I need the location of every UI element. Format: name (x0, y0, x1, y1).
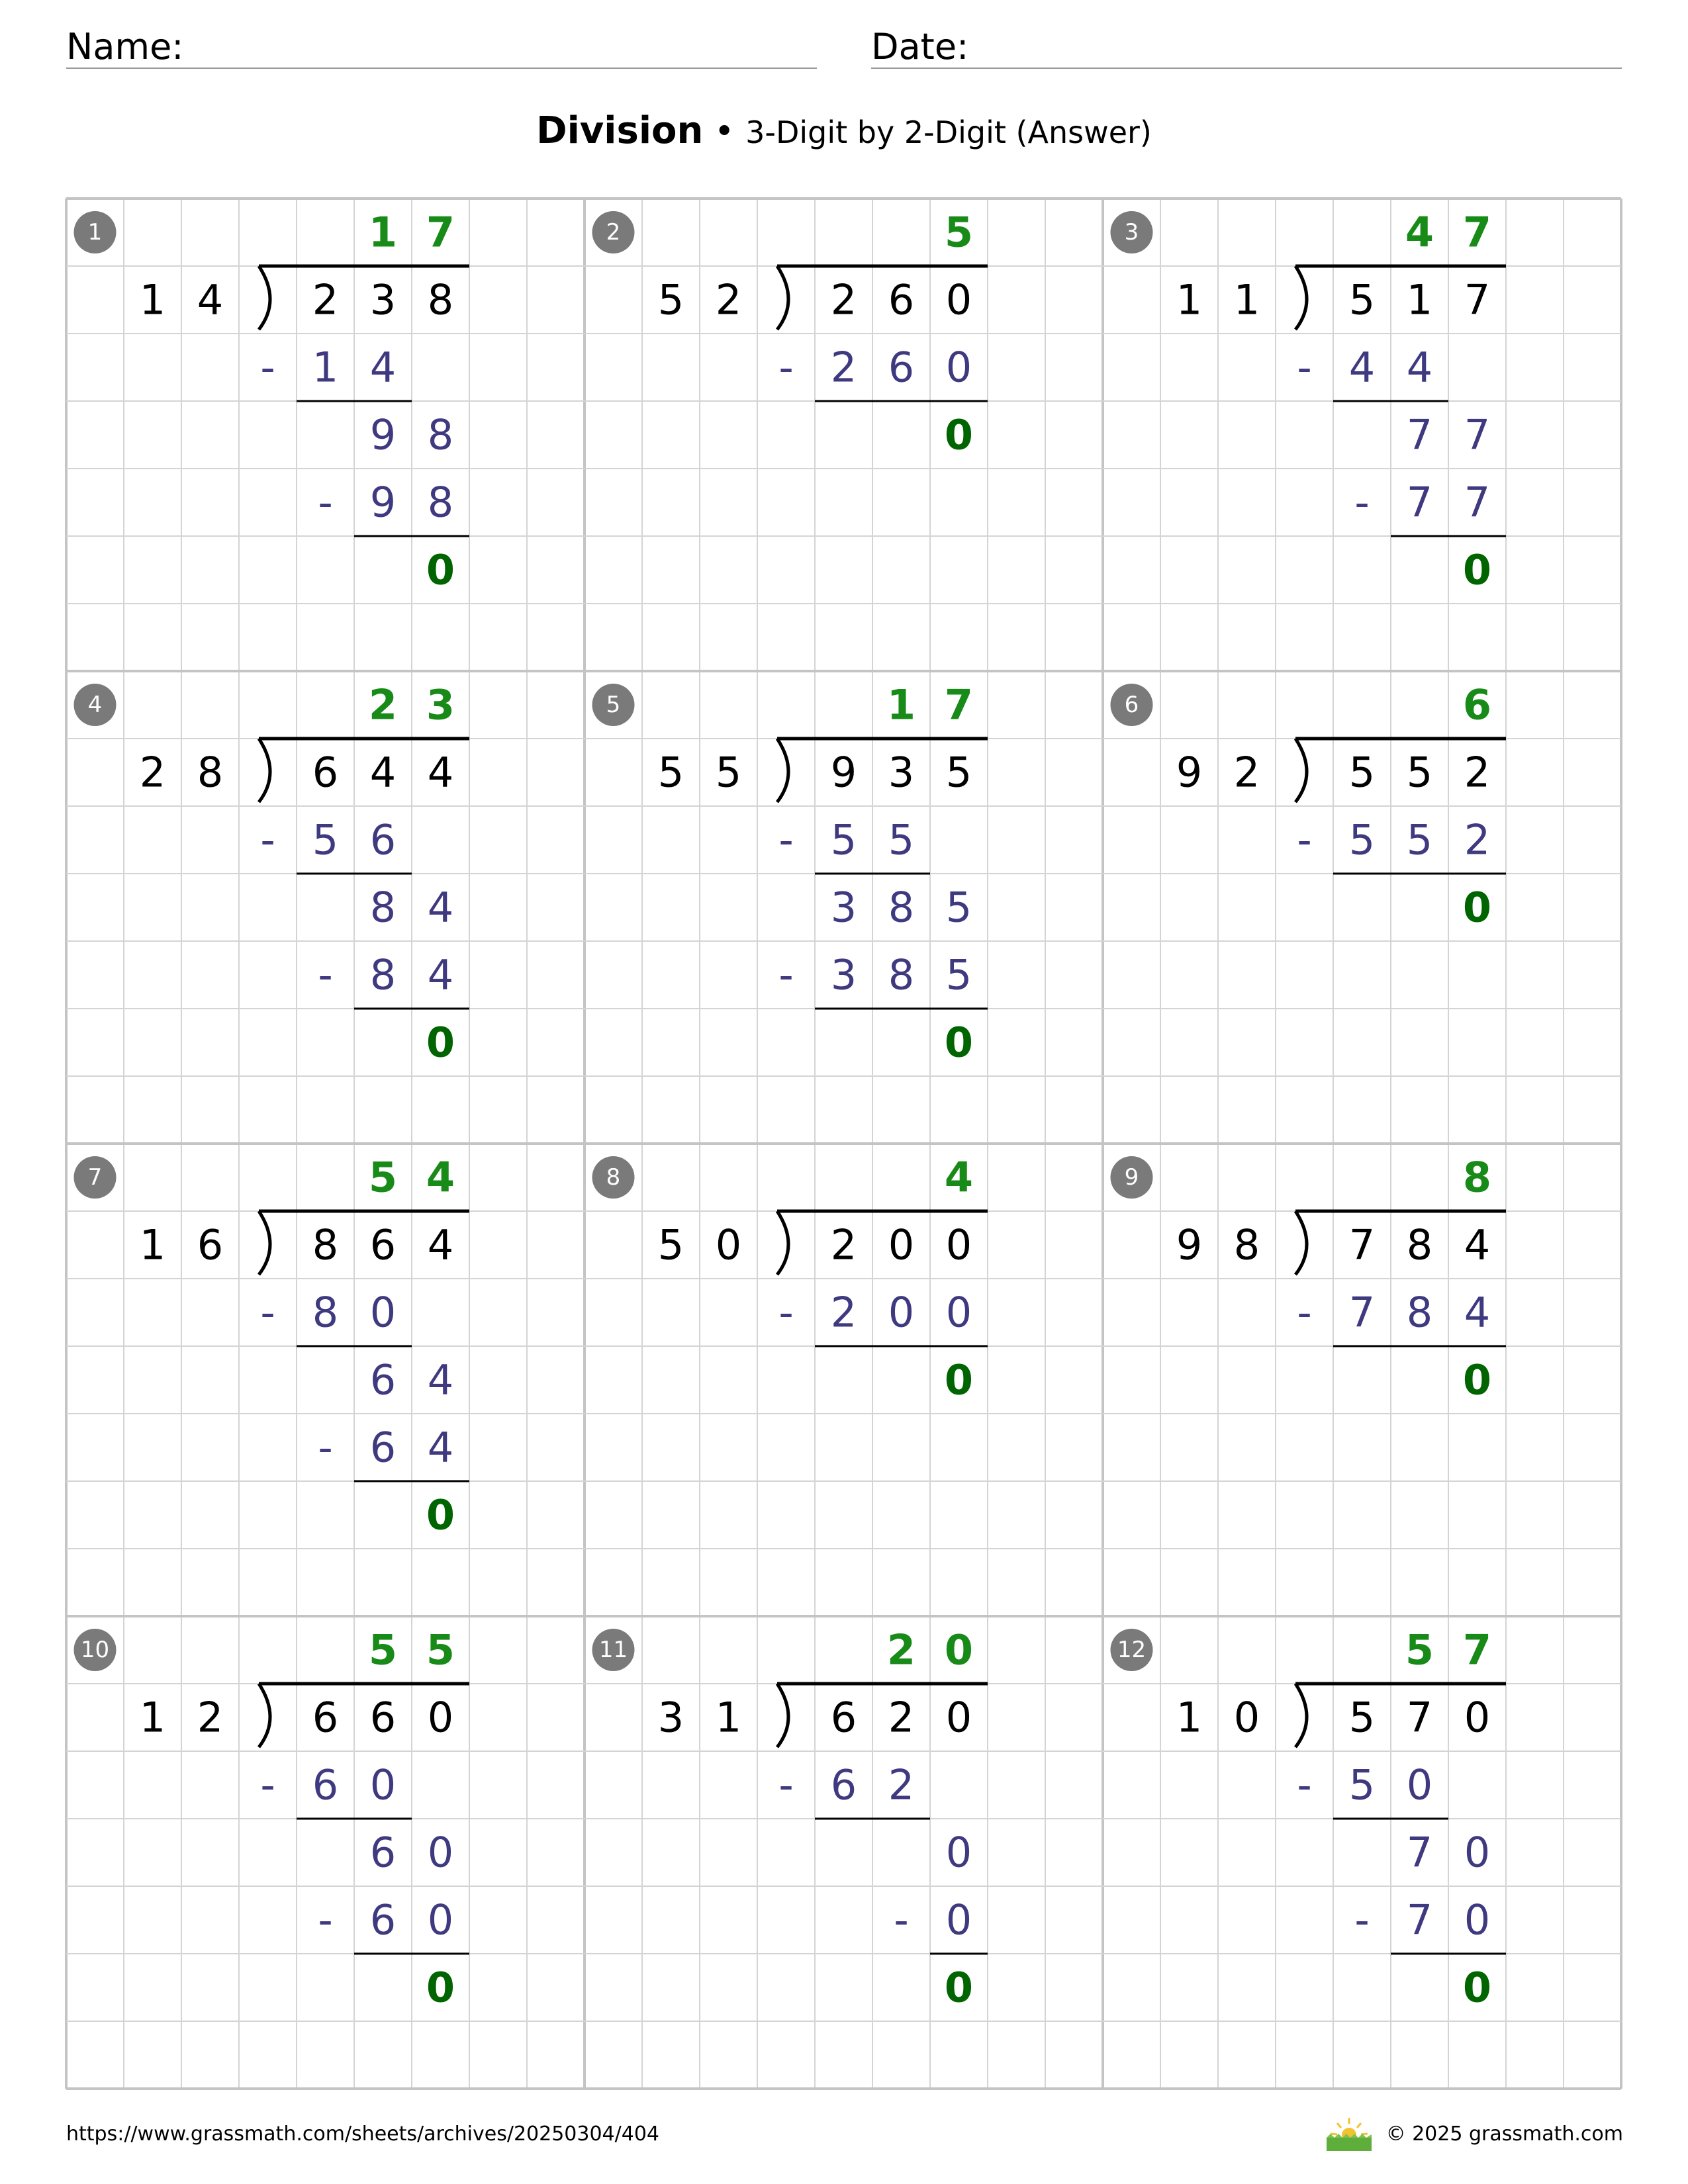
quotient-digit: 8 (1462, 1153, 1492, 1202)
problem-number: 9 (1124, 1164, 1139, 1191)
divisor-digit: 0 (1233, 1693, 1260, 1742)
bring-down-digit: 4 (427, 883, 454, 932)
subtract-digit: 6 (369, 1423, 397, 1472)
quotient-digit: 7 (1462, 208, 1492, 257)
minus-sign: - (1297, 1288, 1312, 1337)
dividend-digit: 7 (1464, 275, 1491, 324)
subtract-digit: 8 (369, 950, 397, 999)
remainder-digit: 0 (1462, 545, 1492, 594)
divisor-digit: 2 (715, 275, 742, 324)
division-bracket (777, 1684, 788, 1747)
divisor-digit: 5 (657, 748, 684, 797)
dividend-digit: 4 (1464, 1220, 1491, 1269)
divisor-digit: 2 (1233, 748, 1260, 797)
dividend-digit: 2 (830, 1220, 857, 1269)
minus-sign: - (1297, 343, 1312, 392)
dividend-digit: 0 (1464, 1693, 1491, 1742)
sunrise-grass-logo-icon (1325, 2115, 1373, 2152)
quotient-digit: 5 (368, 1625, 398, 1674)
bring-down-digit: 8 (427, 410, 454, 459)
subtract-digit: 8 (427, 478, 454, 527)
division-bracket (1295, 1684, 1307, 1747)
dividend-digit: 4 (369, 748, 397, 797)
subtract-digit: 6 (830, 1760, 857, 1809)
footer-url: https://www.grassmath.com/sheets/archives/20250304/404 (66, 2122, 660, 2146)
dividend-digit: 2 (888, 1693, 915, 1742)
remainder-digit: 0 (1462, 1355, 1492, 1404)
subtract-digit: 6 (369, 1895, 397, 1944)
subtract-digit: 8 (312, 1288, 339, 1337)
divisor-digit: 2 (139, 748, 166, 797)
name-label: Name: (66, 26, 184, 68)
minus-sign: - (778, 815, 794, 864)
quotient-digit: 5 (1405, 1625, 1434, 1674)
remainder-digit: 0 (944, 410, 974, 459)
divisor-digit: 9 (1176, 748, 1203, 797)
division-bracket (777, 1211, 788, 1275)
subtract-digit: 7 (1348, 1288, 1376, 1337)
remainder-digit: 0 (1462, 883, 1492, 932)
problem-number: 1 (87, 219, 103, 246)
subtract-digit: 6 (888, 343, 915, 392)
divisor-digit: 6 (197, 1220, 224, 1269)
dividend-digit: 0 (945, 1220, 972, 1269)
divisor-digit: 3 (657, 1693, 684, 1742)
quotient-digit: 3 (426, 680, 455, 729)
bring-down-digit: 4 (427, 1355, 454, 1404)
subtract-digit: 3 (830, 950, 857, 999)
dividend-digit: 6 (369, 1693, 397, 1742)
minus-sign: - (260, 343, 275, 392)
quotient-digit: 5 (944, 208, 974, 257)
minus-sign: - (318, 950, 333, 999)
divisor-digit: 1 (1176, 1693, 1203, 1742)
problem-number: 8 (606, 1164, 621, 1191)
dividend-digit: 8 (1406, 1220, 1433, 1269)
remainder-digit: 0 (426, 1490, 455, 1539)
footer-copyright: © 2025 grassmath.com (1385, 2122, 1623, 2146)
quotient-digit: 7 (426, 208, 455, 257)
bring-down-digit: 8 (369, 883, 397, 932)
subtract-digit: 0 (1464, 1895, 1491, 1944)
divisor-digit: 1 (1233, 275, 1260, 324)
subtract-digit: 8 (888, 950, 915, 999)
bring-down-digit: 6 (369, 1355, 397, 1404)
subtract-digit: 5 (888, 815, 915, 864)
quotient-digit: 7 (1462, 1625, 1492, 1674)
quotient-digit: 4 (944, 1153, 974, 1202)
division-bracket (1295, 266, 1307, 330)
quotient-digit: 1 (886, 680, 916, 729)
bring-down-digit: 7 (1464, 410, 1491, 459)
dividend-digit: 0 (945, 275, 972, 324)
divisor-digit: 8 (1233, 1220, 1260, 1269)
dividend-digit: 8 (312, 1220, 339, 1269)
division-bracket (777, 739, 788, 802)
divisor-digit: 1 (139, 275, 166, 324)
subtract-digit: 0 (369, 1288, 397, 1337)
dividend-digit: 6 (888, 275, 915, 324)
minus-sign: - (260, 1288, 275, 1337)
quotient-digit: 2 (886, 1625, 916, 1674)
bring-down-digit: 7 (1406, 410, 1433, 459)
divisor-digit: 0 (715, 1220, 742, 1269)
quotient-digit: 1 (368, 208, 398, 257)
dividend-digit: 0 (888, 1220, 915, 1269)
subtract-digit: 4 (1406, 343, 1433, 392)
problem-number: 4 (87, 692, 103, 718)
subtract-digit: 4 (427, 950, 454, 999)
minus-sign: - (1297, 1760, 1312, 1809)
bring-down-digit: 8 (888, 883, 915, 932)
subtract-digit: 4 (1348, 343, 1376, 392)
dividend-digit: 6 (830, 1693, 857, 1742)
subtract-digit: 8 (1406, 1288, 1433, 1337)
quotient-digit: 4 (426, 1153, 455, 1202)
bring-down-digit: 3 (830, 883, 857, 932)
subtract-digit: 4 (427, 1423, 454, 1472)
divisor-digit: 4 (197, 275, 224, 324)
subtract-digit: 2 (1464, 815, 1491, 864)
minus-sign: - (778, 1760, 794, 1809)
bring-down-digit: 0 (427, 1828, 454, 1877)
bring-down-digit: 5 (945, 883, 972, 932)
subtract-digit: 2 (888, 1760, 915, 1809)
dividend-digit: 2 (312, 275, 339, 324)
subtract-digit: 0 (945, 1288, 972, 1337)
dividend-digit: 6 (312, 748, 339, 797)
dividend-digit: 5 (1348, 748, 1376, 797)
problem-number: 3 (1124, 219, 1139, 246)
dividend-digit: 7 (1406, 1693, 1433, 1742)
subtract-digit: 5 (1348, 1760, 1376, 1809)
dividend-digit: 7 (1348, 1220, 1376, 1269)
minus-sign: - (318, 1895, 333, 1944)
minus-sign: - (778, 950, 794, 999)
divisor-digit: 1 (139, 1220, 166, 1269)
quotient-digit: 4 (1405, 208, 1434, 257)
subtract-digit: 7 (1406, 1895, 1433, 1944)
division-bracket (259, 739, 270, 802)
quotient-digit: 7 (944, 680, 974, 729)
divisor-digit: 5 (657, 1220, 684, 1269)
dividend-digit: 0 (945, 1693, 972, 1742)
subtract-digit: 7 (1406, 478, 1433, 527)
subtract-digit: 0 (945, 1895, 972, 1944)
dividend-digit: 3 (369, 275, 397, 324)
divisor-digit: 9 (1176, 1220, 1203, 1269)
title-subtitle: 3-Digit by 2-Digit (Answer) (745, 114, 1152, 150)
quotient-digit: 0 (944, 1625, 974, 1674)
problem-number: 5 (606, 692, 621, 718)
subtract-digit: 0 (945, 343, 972, 392)
remainder-digit: 0 (1462, 1963, 1492, 2012)
title-bullet: • (714, 112, 735, 152)
dividend-digit: 4 (427, 1220, 454, 1269)
divisor-digit: 1 (1176, 275, 1203, 324)
quotient-digit: 6 (1462, 680, 1492, 729)
division-bracket (1295, 1211, 1307, 1275)
subtract-digit: 0 (369, 1760, 397, 1809)
subtract-digit: 4 (1464, 1288, 1491, 1337)
minus-sign: - (1354, 478, 1370, 527)
minus-sign: - (778, 343, 794, 392)
minus-sign: - (1354, 1895, 1370, 1944)
bring-down-digit: 0 (1464, 1828, 1491, 1877)
minus-sign: - (260, 815, 275, 864)
dividend-digit: 2 (830, 275, 857, 324)
divisor-digit: 2 (197, 1693, 224, 1742)
division-bracket (1295, 739, 1307, 802)
dividend-digit: 4 (427, 748, 454, 797)
subtract-digit: 5 (945, 950, 972, 999)
divisor-digit: 5 (715, 748, 742, 797)
dividend-digit: 3 (888, 748, 915, 797)
problem-number: 10 (80, 1637, 110, 1663)
subtract-digit: 0 (1406, 1760, 1433, 1809)
problem-number: 12 (1117, 1637, 1147, 1663)
bring-down-digit: 6 (369, 1828, 397, 1877)
divisor-digit: 1 (139, 1693, 166, 1742)
divisor-digit: 8 (197, 748, 224, 797)
dividend-digit: 5 (1348, 275, 1376, 324)
subtract-digit: 0 (427, 1895, 454, 1944)
minus-sign: - (318, 1423, 333, 1472)
dividend-digit: 6 (369, 1220, 397, 1269)
subtract-digit: 5 (1406, 815, 1433, 864)
subtract-digit: 2 (830, 1288, 857, 1337)
subtract-digit: 0 (888, 1288, 915, 1337)
title-main: Division (536, 109, 704, 152)
subtract-digit: 5 (1348, 815, 1376, 864)
problem-number: 6 (1124, 692, 1139, 718)
minus-sign: - (318, 478, 333, 527)
minus-sign: - (1297, 815, 1312, 864)
dividend-digit: 2 (1464, 748, 1491, 797)
minus-sign: - (778, 1288, 794, 1337)
divisor-digit: 1 (715, 1693, 742, 1742)
division-bracket (259, 1211, 270, 1275)
subtract-digit: 7 (1464, 478, 1491, 527)
division-bracket (259, 1684, 270, 1747)
dividend-digit: 1 (1406, 275, 1433, 324)
problem-number: 11 (598, 1637, 628, 1663)
date-label: Date: (871, 26, 969, 68)
bring-down-digit: 0 (945, 1828, 972, 1877)
subtract-digit: 1 (312, 343, 339, 392)
remainder-digit: 0 (944, 1355, 974, 1404)
problem-number: 7 (87, 1164, 103, 1191)
dividend-digit: 5 (1348, 1693, 1376, 1742)
dividend-digit: 5 (945, 748, 972, 797)
subtract-digit: 6 (312, 1760, 339, 1809)
remainder-digit: 0 (426, 545, 455, 594)
bring-down-digit: 9 (369, 410, 397, 459)
dividend-digit: 0 (427, 1693, 454, 1742)
quotient-digit: 5 (368, 1153, 398, 1202)
subtract-digit: 9 (369, 478, 397, 527)
subtract-digit: 4 (369, 343, 397, 392)
minus-sign: - (894, 1895, 909, 1944)
minus-sign: - (260, 1760, 275, 1809)
remainder-digit: 0 (944, 1018, 974, 1067)
dividend-digit: 9 (830, 748, 857, 797)
divisor-digit: 5 (657, 275, 684, 324)
division-bracket (259, 266, 270, 330)
division-bracket (777, 266, 788, 330)
dividend-digit: 5 (1406, 748, 1433, 797)
remainder-digit: 0 (944, 1963, 974, 2012)
remainder-digit: 0 (426, 1018, 455, 1067)
bring-down-digit: 7 (1406, 1828, 1433, 1877)
quotient-digit: 2 (368, 680, 398, 729)
subtract-digit: 6 (369, 815, 397, 864)
subtract-digit: 5 (830, 815, 857, 864)
remainder-digit: 0 (426, 1963, 455, 2012)
quotient-digit: 5 (426, 1625, 455, 1674)
subtract-digit: 2 (830, 343, 857, 392)
problem-number: 2 (606, 219, 621, 246)
subtract-digit: 5 (312, 815, 339, 864)
dividend-digit: 6 (312, 1693, 339, 1742)
dividend-digit: 8 (427, 275, 454, 324)
